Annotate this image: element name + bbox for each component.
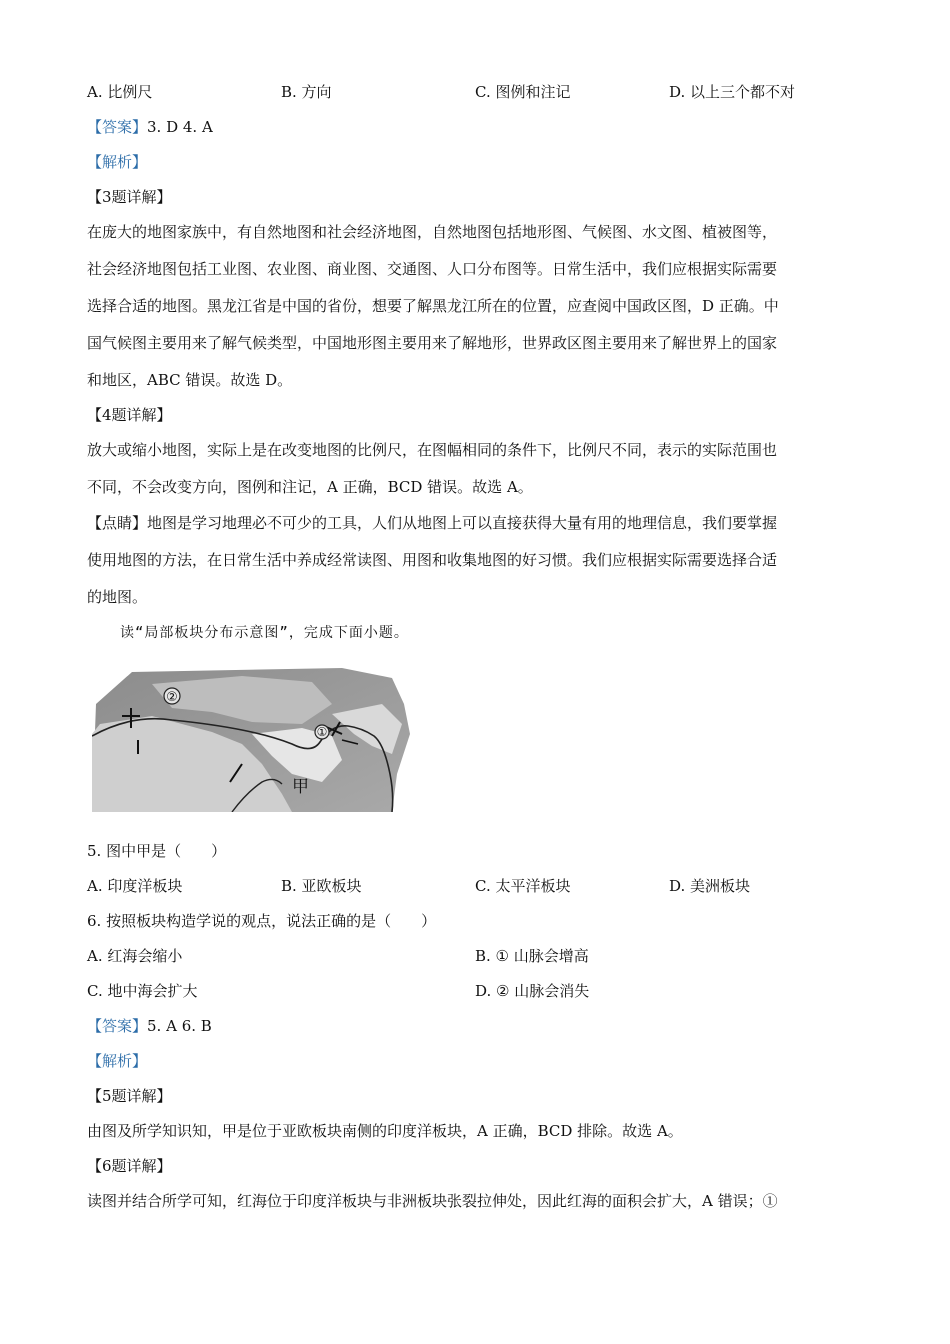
dianjing-text: 地图是学习地理必不可少的工具，人们从地图上可以直接获得大量有用的地理信息，我们要掌握: [147, 514, 778, 532]
q3-detail-line: 社会经济地图包括工业图、农业图、商业图、交通图、人口分布图等。日常生活中，我们应根据实际需要: [87, 260, 778, 278]
q5-option-d: D. 美洲板块: [669, 877, 751, 895]
q3-detail-line: 在庞大的地图家族中，有自然地图和社会经济地图，自然地图包括地形图、气候图、水文图、植被图等，: [87, 223, 778, 241]
q5-option-a: A. 印度洋板块: [87, 877, 183, 895]
analysis-tag-2: 【解析】: [87, 1052, 148, 1070]
answer-line-2: [87, 1015, 867, 1037]
q6-option-d: D. ② 山脉会消失: [475, 982, 590, 1000]
q3-detail-heading: 【3题详解】: [87, 188, 172, 206]
q6-option-c: C. 地中海会扩大: [87, 982, 198, 1000]
q4-option-b: B. 方向: [281, 83, 332, 101]
q5-stem: 5. 图中甲是（ ）: [87, 842, 227, 860]
q6-detail-heading: 【6题详解】: [87, 1157, 172, 1175]
q6-option-b: B. ① 山脉会增高: [475, 947, 589, 965]
answer-line-1: [87, 116, 867, 138]
q5-option-c: C. 太平洋板块: [475, 877, 571, 895]
q3-detail-line: 和地区，ABC 错误。故选 D。: [87, 371, 293, 389]
q5-option-b: B. 亚欧板块: [281, 877, 362, 895]
q4-detail-line: 不同，不会改变方向，图例和注记，A 正确，BCD 错误。故选 A。: [87, 478, 533, 496]
dianjing-line: [87, 512, 867, 534]
jia-label: 甲: [292, 777, 309, 797]
answer-tag: 【答案】: [87, 118, 148, 136]
answer-text: 5. A 6. B: [147, 1017, 212, 1035]
q4-option-c: C. 图例和注记: [475, 83, 571, 101]
q6-stem: 6. 按照板块构造学说的观点，说法正确的是（ ）: [87, 912, 437, 930]
marker-2-label: ②: [166, 690, 178, 705]
answer-text: 3. D 4. A: [147, 118, 213, 136]
q5-detail-heading: 【5题详解】: [87, 1087, 172, 1105]
q4-detail-heading: 【4题详解】: [87, 406, 172, 424]
q5-detail-line: 由图及所学知识知，甲是位于亚欧板块南侧的印度洋板块，A 正确，BCD 排除。故选 A。: [87, 1122, 683, 1140]
answer-tag: 【答案】: [87, 1017, 148, 1035]
q4-detail-line: 放大或缩小地图，实际上是在改变地图的比例尺，在图幅相同的条件下，比例尺不同，表示的实际范围也: [87, 441, 778, 459]
dianjing-tag: 【点睛】: [87, 514, 148, 532]
q4-option-d: D. 以上三个都不对: [669, 83, 796, 101]
question-intro: 读“局部板块分布示意图”，完成下面小题。: [120, 625, 409, 641]
marker-1-label: ①: [316, 725, 328, 739]
q6-option-a: A. 红海会缩小: [87, 947, 183, 965]
q6-detail-line: 读图并结合所学可知，红海位于印度洋板块与非洲板块张裂拉伸处，因此红海的面积会扩大，A 错误；①: [87, 1192, 778, 1210]
dianjing-line: 使用地图的方法，在日常生活中养成经常读图、用图和收集地图的好习惯。我们应根据实际需要选择合适: [87, 551, 778, 569]
dianjing-line: 的地图。: [87, 588, 148, 606]
q3-detail-line: 选择合适的地图。黑龙江省是中国的省份，想要了解黑龙江所在的位置，应查阅中国政区图，D 正确。中: [87, 297, 779, 315]
analysis-tag-1: 【解析】: [87, 153, 148, 171]
plate-map-figure: [92, 664, 414, 812]
q4-option-a: A. 比例尺: [87, 83, 153, 101]
q3-detail-line: 国气候图主要用来了解气候类型，中国地形图主要用来了解地形，世界政区图主要用来了解世界上的国家: [87, 334, 778, 352]
